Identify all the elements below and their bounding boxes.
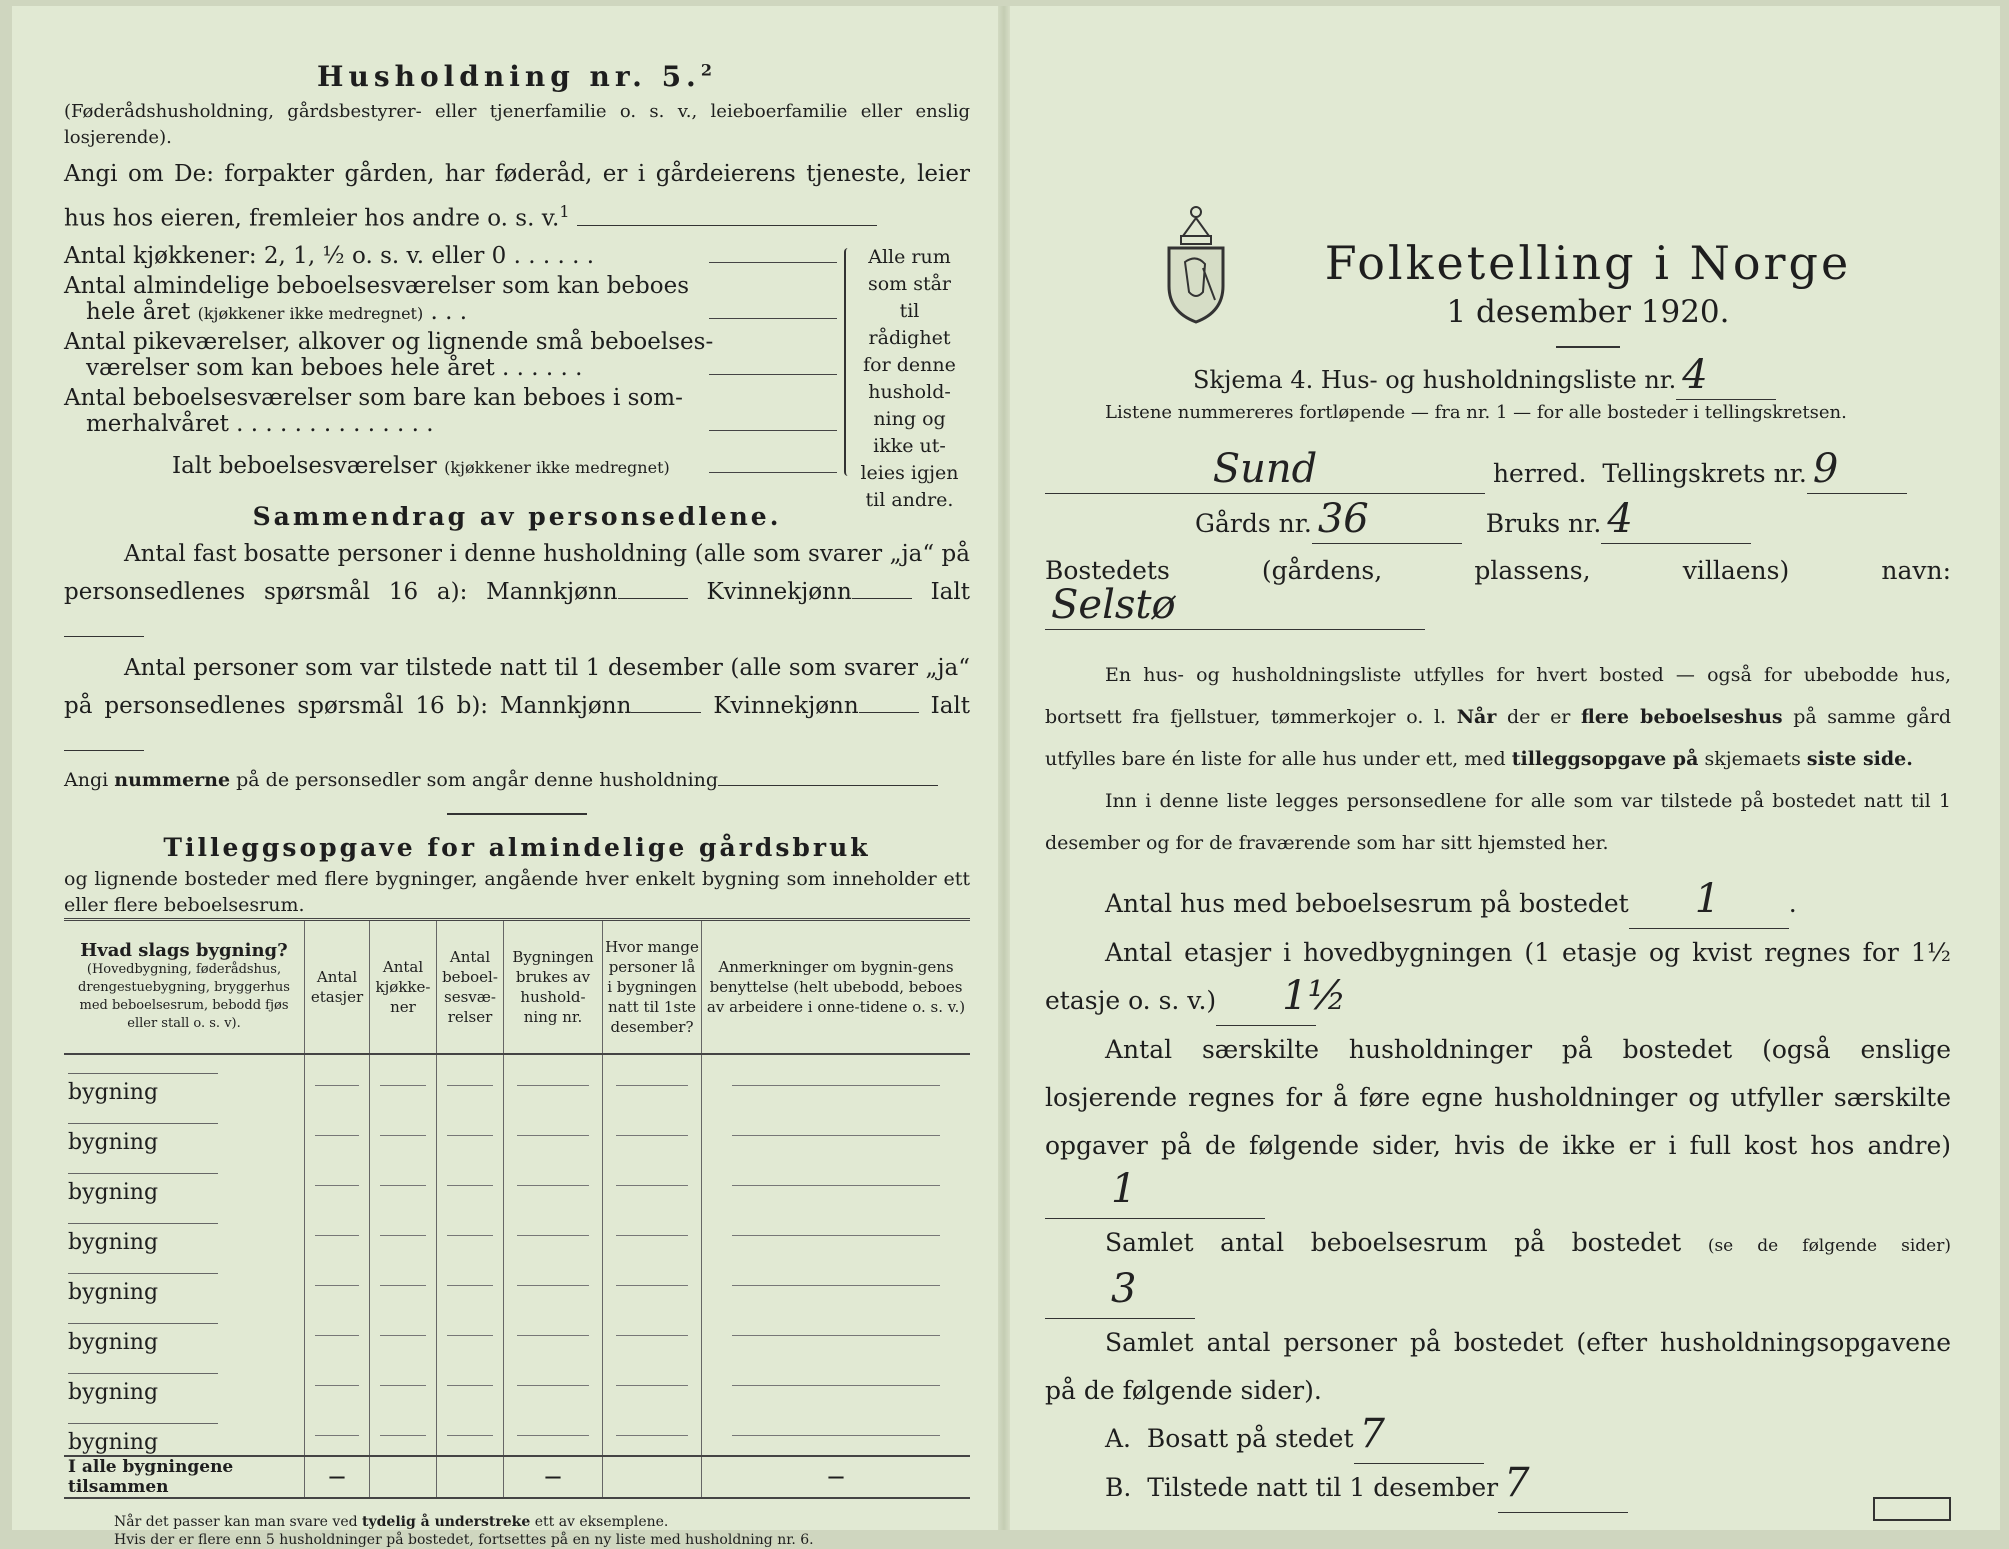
building-cell[interactable] xyxy=(702,1205,971,1255)
persons-question: Samlet antal personer på bostedet (efter husholdningsopgavene på de følgende sider). xyxy=(1045,1328,1951,1405)
building-cell[interactable] xyxy=(603,1355,702,1405)
total-remarks: — xyxy=(702,1456,971,1498)
building-cell[interactable] xyxy=(504,1155,603,1205)
building-cell[interactable] xyxy=(305,1155,370,1205)
total-rooms-label: Ialt beboelsesværelser (kjøkkener ikke medregnet) xyxy=(172,452,670,479)
building-cell[interactable] xyxy=(702,1405,971,1456)
kitchens-field[interactable] xyxy=(709,262,837,263)
building-cell[interactable] xyxy=(305,1305,370,1355)
building-cell[interactable] xyxy=(305,1405,370,1456)
building-cell[interactable] xyxy=(504,1405,603,1456)
tilstede-answer: 7 xyxy=(1504,1460,1530,1506)
krets-value: 9 xyxy=(1812,446,1839,492)
col-rooms: Antal beboel-sesvæ-relser xyxy=(437,919,504,1054)
rooms-section xyxy=(64,242,970,511)
schema-number: 4 xyxy=(1682,352,1708,398)
table-row xyxy=(64,1205,970,1255)
building-type-cell[interactable]: bygning xyxy=(64,1355,305,1405)
col-household: Bygningen brukes av hushold-ning nr. xyxy=(504,919,603,1054)
building-cell[interactable] xyxy=(504,1105,603,1155)
building-cell[interactable] xyxy=(305,1255,370,1305)
table-row xyxy=(64,1054,970,1105)
rooms-answer: 3 xyxy=(1111,1266,1137,1312)
rooms3-field[interactable] xyxy=(709,430,837,431)
table-row xyxy=(64,1255,970,1305)
building-cell[interactable] xyxy=(370,1155,437,1205)
bosted-line: Bostedets (gårdens, plassens, villaens) navn:Selstø xyxy=(1045,556,1951,628)
building-type-cell[interactable]: bygning xyxy=(64,1405,305,1456)
summary-1: Antal fast bosatte personer i denne husholdning (alle som svarer „ja“ på personsedlenes spørsmål 16 a): Mannkjønn Kvinnekjønn Ialt xyxy=(64,535,970,649)
total-rooms-field[interactable] xyxy=(709,472,837,473)
bruks-value: 4 xyxy=(1607,496,1633,542)
building-cell[interactable] xyxy=(370,1305,437,1355)
col-floors: Antal etasjer xyxy=(305,919,370,1054)
table-row xyxy=(64,1355,970,1405)
building-cell[interactable] xyxy=(603,1405,702,1456)
building-cell[interactable] xyxy=(370,1355,437,1405)
building-cell[interactable] xyxy=(504,1205,603,1255)
building-type-cell[interactable]: bygning xyxy=(64,1205,305,1255)
brace xyxy=(844,248,852,476)
building-cell[interactable] xyxy=(603,1205,702,1255)
building-cell[interactable] xyxy=(305,1054,370,1105)
household-subtitle: (Føderådshusholdning, gårdsbestyrer- eller tjenerfamilie o. s. v., leieboerfamilie eller enslig losjerende). xyxy=(64,101,970,148)
building-cell[interactable] xyxy=(437,1205,504,1255)
building-cell[interactable] xyxy=(504,1305,603,1355)
floors-answer: 1½ xyxy=(1282,973,1347,1019)
kitchens-label: Antal kjøkkener: 2, 1, ½ o. s. v. eller 0 . . . . . . xyxy=(64,242,595,269)
rooms1-label-b: hele året (kjøkkener ikke medregnet) . . . xyxy=(86,298,468,325)
col-remarks: Anmerkninger om bygnin-gens benyttelse (helt ubebodd, beboes av arbeidere i onne-tidene o. s. v.) xyxy=(702,919,971,1054)
divider xyxy=(447,813,587,815)
building-type-cell[interactable]: bygning xyxy=(64,1255,305,1305)
brace-note: Alle rum som står til rådighet for denne hushold-ning og ikke ut-leies igjen til andre. xyxy=(860,245,959,511)
building-cell[interactable] xyxy=(437,1054,504,1105)
building-cell[interactable] xyxy=(504,1355,603,1405)
table-row xyxy=(64,1305,970,1355)
supplement-text: og lignende bosteder med flere bygninger, angående hver enkelt bygning som inneholder ett eller flere beboelsesrum. xyxy=(64,867,970,916)
building-table xyxy=(64,918,970,1499)
building-cell[interactable] xyxy=(370,1205,437,1255)
household-title: Husholdning nr. 5.$^2$ xyxy=(317,60,717,93)
rooms3-label: Antal beboelsesværelser som bare kan beboes i som- xyxy=(64,384,683,411)
rooms2-field[interactable] xyxy=(709,374,837,375)
building-cell[interactable] xyxy=(702,1054,971,1105)
total-floors: — xyxy=(305,1456,370,1498)
building-type-cell[interactable]: bygning xyxy=(64,1155,305,1205)
houses-question: Antal hus med beboelsesrum på bostedet 1 . xyxy=(1045,880,1951,929)
building-type-cell[interactable]: bygning xyxy=(64,1305,305,1355)
footnote-2: Hvis der er flere enn 5 husholdninger på bostedet, fortsettes på en ny liste med husholdning nr. 6. xyxy=(114,1531,814,1548)
building-cell[interactable] xyxy=(437,1405,504,1456)
building-cell[interactable] xyxy=(437,1105,504,1155)
building-cell[interactable] xyxy=(305,1355,370,1405)
rooms1-field[interactable] xyxy=(709,318,837,319)
building-cell[interactable] xyxy=(370,1405,437,1456)
title-divider xyxy=(1556,346,1620,348)
instruction-1: En hus- og husholdningsliste utfylles for hvert bosted — også for ubebodde hus, bortsett fra fjellstuer, tømmerkojer o. l. Når der er flere beboelseshus på samme gård utfylles bare én liste for alle hus under ett, med tilleggsopgave på skjemaets siste side. xyxy=(1045,664,1951,770)
schema-line: Skjema 4. Hus- og husholdningsliste nr. 4 xyxy=(1045,360,1951,400)
supplement-title: Tilleggsopgave for almindelige gårdsbruk xyxy=(163,832,871,862)
footnotes xyxy=(64,1513,970,1549)
building-cell[interactable] xyxy=(603,1054,702,1105)
households-question: Antal særskilte husholdninger på bostedet (også enslige losjerende regnes for å føre egne husholdninger og utfyller særskilte opgaver på de følgende sider, hvis de ikke er i full kost hos andre)1 xyxy=(1045,1026,1951,1219)
building-cell[interactable] xyxy=(603,1105,702,1155)
rooms1-label: Antal almindelige beboelsesværelser som kan beboes xyxy=(64,272,690,299)
building-cell[interactable] xyxy=(504,1054,603,1105)
building-cell[interactable] xyxy=(370,1105,437,1155)
building-cell[interactable] xyxy=(437,1255,504,1305)
building-cell[interactable] xyxy=(437,1155,504,1205)
left-page xyxy=(64,60,970,1549)
building-cell[interactable] xyxy=(437,1305,504,1355)
tilstede-line: B. Tilstede natt til 1 desember 7 xyxy=(1045,1464,1951,1513)
building-cell[interactable] xyxy=(504,1255,603,1305)
footnote-1: Når det passer kan man svare ved tydelig å understreke ett av eksemplene. xyxy=(114,1513,669,1530)
building-cell[interactable] xyxy=(370,1255,437,1305)
col-building-type: Hvad slags bygning? (Hovedbygning, føderådshus, drengestuebygning, bryggerhus med beboelsesrum, bebodd fjøs eller stall o. s. v). xyxy=(64,919,305,1054)
rooms2-label-b: værelser som kan beboes hele året . . . . . . xyxy=(86,354,583,381)
herred-line: Sund herred. Tellingskrets nr. 9 xyxy=(1045,454,1951,494)
building-cell[interactable] xyxy=(437,1355,504,1405)
rooms3-label-b: merhalvåret . . . . . . . . . . . . . . xyxy=(86,410,434,437)
households-answer: 1 xyxy=(1111,1166,1137,1212)
total-household: — xyxy=(504,1456,603,1498)
building-cell[interactable] xyxy=(603,1155,702,1205)
col-persons: Hvor mange personer lå i bygningen natt til 1ste desember? xyxy=(603,919,702,1054)
table-total-label: I alle bygningene tilsammen xyxy=(64,1456,305,1498)
numbering-note: Listene nummereres fortløpende — fra nr. 1 — for alle bosteder i tellingskretsen. xyxy=(1105,402,1847,423)
building-cell[interactable] xyxy=(702,1155,971,1205)
building-cell[interactable] xyxy=(702,1355,971,1405)
building-cell[interactable] xyxy=(702,1255,971,1305)
page-fold xyxy=(998,6,1010,1530)
household-intro: Angi om De: forpakter gården, har føderåd, er i gårdeierens tjeneste, leier hus hos eieren, fremleier hos andre o. s. v.$^1$ xyxy=(64,161,970,232)
printer-stamp xyxy=(1873,1497,1951,1521)
building-cell[interactable] xyxy=(702,1105,971,1155)
floors-question: Antal etasjer i hovedbygningen (1 etasje og kvist regnes for 1½ etasje o. s. v.) 1½ xyxy=(1045,929,1951,1026)
instruction-2: Inn i denne liste legges personsedlene for alle som var tilstede på bostedet natt til 1 desember og for de fraværende som har sitt hjemsted her. xyxy=(1045,790,1951,854)
herred-value: Sund xyxy=(1212,446,1318,492)
census-date: 1 desember 1920. xyxy=(1446,294,1730,330)
summary-2: Antal personer som var tilstede natt til 1 desember (alle som svarer „ja“ på personsedlenes spørsmål 16 b): Mannkjønn Kvinnekjønn Ialt xyxy=(64,649,970,763)
gards-value: 36 xyxy=(1317,496,1369,542)
building-cell[interactable] xyxy=(305,1105,370,1155)
table-row xyxy=(64,1405,970,1456)
houses-answer: 1 xyxy=(1694,876,1721,922)
rooms2-label: Antal pikeværelser, alkover og lignende små beboelses- xyxy=(64,328,714,355)
bosted-value: Selstø xyxy=(1051,582,1176,628)
norway-coat-of-arms-icon xyxy=(1163,196,1229,326)
building-cell[interactable] xyxy=(603,1255,702,1305)
table-row xyxy=(64,1155,970,1205)
building-type-cell[interactable]: bygning xyxy=(64,1054,305,1105)
col-kitchens: Antal kjøkke-ner xyxy=(370,919,437,1054)
rooms-question: Samlet antal beboelsesrum på bostedet (se de følgende sider)3 xyxy=(1045,1219,1951,1319)
building-cell[interactable] xyxy=(603,1305,702,1355)
table-row xyxy=(64,1105,970,1155)
summary-title: Sammendrag av personsedlene. xyxy=(252,501,782,531)
right-page xyxy=(1045,60,1951,1513)
bosatt-answer: 7 xyxy=(1359,1411,1385,1457)
building-type-cell[interactable]: bygning xyxy=(64,1105,305,1155)
table-total-row xyxy=(64,1456,970,1498)
gards-line: Gårds nr. 36 Bruks nr. 4 xyxy=(1045,504,1951,544)
person-numbers-line: Angi nummerne på de personsedler som angår denne husholdning xyxy=(64,767,970,793)
building-cell[interactable] xyxy=(305,1205,370,1255)
census-heading: Folketelling i Norge xyxy=(1324,236,1852,290)
building-cell[interactable] xyxy=(370,1054,437,1105)
building-cell[interactable] xyxy=(702,1305,971,1355)
bosatt-line: A. Bosatt på stedet 7 xyxy=(1045,1415,1951,1464)
